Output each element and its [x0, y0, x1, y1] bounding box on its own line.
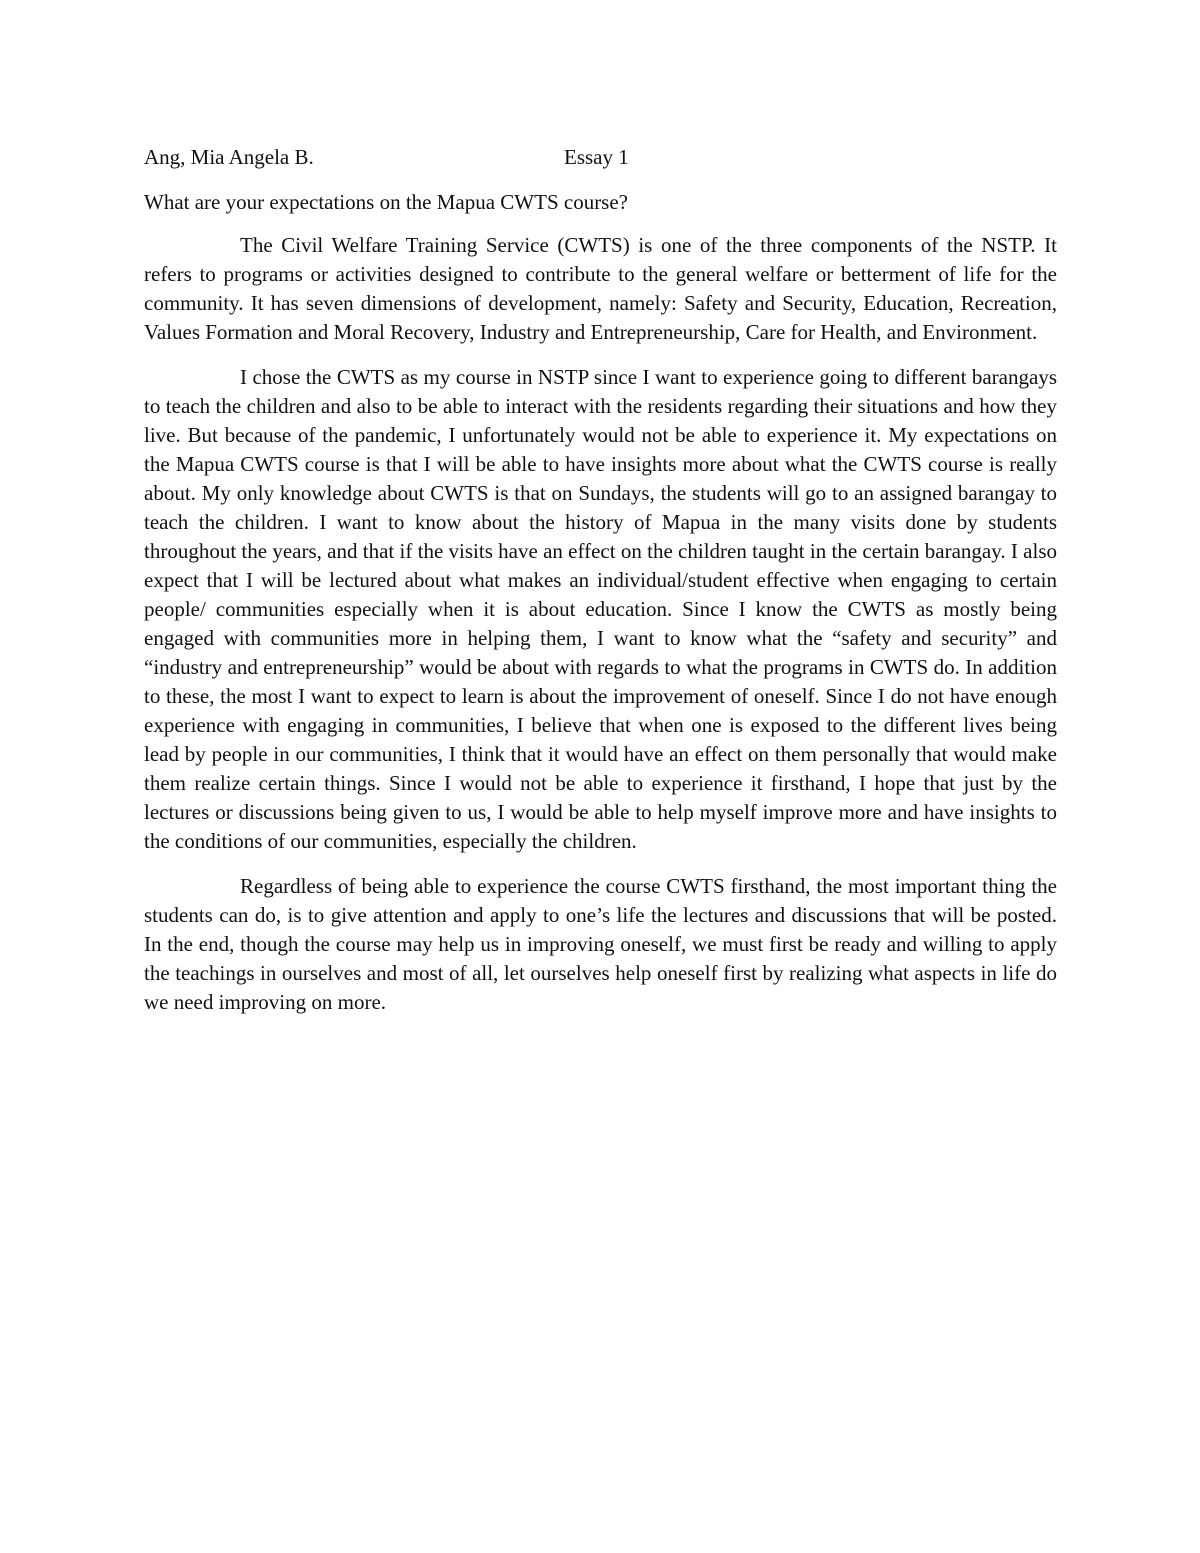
header-line: [144, 143, 1057, 172]
essay-question: What are your expectations on the Mapua CWTS course?: [144, 190, 628, 214]
document-body: [144, 143, 1057, 1033]
author-name: Ang, Mia Angela B.: [144, 145, 314, 169]
essay-label: Essay 1: [564, 145, 629, 169]
paragraph-3: Regardless of being able to experience the course CWTS firsthand, the most important thing the students can do, is to give attention and apply to one’s life the lectures and discussions that will be posted. In the end, though the course may help us in improving oneself, we must first be ready and willing to apply the teachings in ourselves and most of all, let ourselves help oneself first by realizing what aspects in life do we need improving on more.: [144, 874, 1057, 1014]
paragraph-1: The Civil Welfare Training Service (CWTS) is one of the three components of the NSTP. It refers to programs or activities designed to contribute to the general welfare or betterment of life for the community. It has seven dimensions of development, namely: Safety and Security, Education, Recreation, Values Formation and Moral Recovery, Industry and Entrepreneurship, Care for Health, and Environment.: [144, 233, 1057, 344]
paragraph-2: I chose the CWTS as my course in NSTP since I want to experience going to different barangays to teach the children and also to be able to interact with the residents regarding their situations and how they live. But because of the pandemic, I unfortunately would not be able to experience it. My expectations on the Mapua CWTS course is that I will be able to have insights more about what the CWTS course is really about. My only knowledge about CWTS is that on Sundays, the students will go to an assigned barangay to teach the children. I want to know about the history of Mapua in the many visits done by students throughout the years, and that if the visits have an effect on the children taught in the certain barangay. I also expect that I will be lectured about what makes an individual/student effective when engaging to certain people/ communities especially when it is about education. Since I know the CWTS as mostly being engaged with communities more in helping them, I want to know what the “safety and security” and “industry and entrepreneurship” would be about with regards to what the programs in CWTS do. In addition to these, the most I want to expect to learn is about the improvement of oneself. Since I do not have enough experience with engaging in communities, I believe that when one is exposed to the different lives being lead by people in our communities, I think that it would have an effect on them personally that would make them realize certain things. Since I would not be able to experience it firsthand, I hope that just by the lectures or discussions being given to us, I would be able to help myself improve more and have insights to the conditions of our communities, especially the children.: [144, 365, 1057, 853]
